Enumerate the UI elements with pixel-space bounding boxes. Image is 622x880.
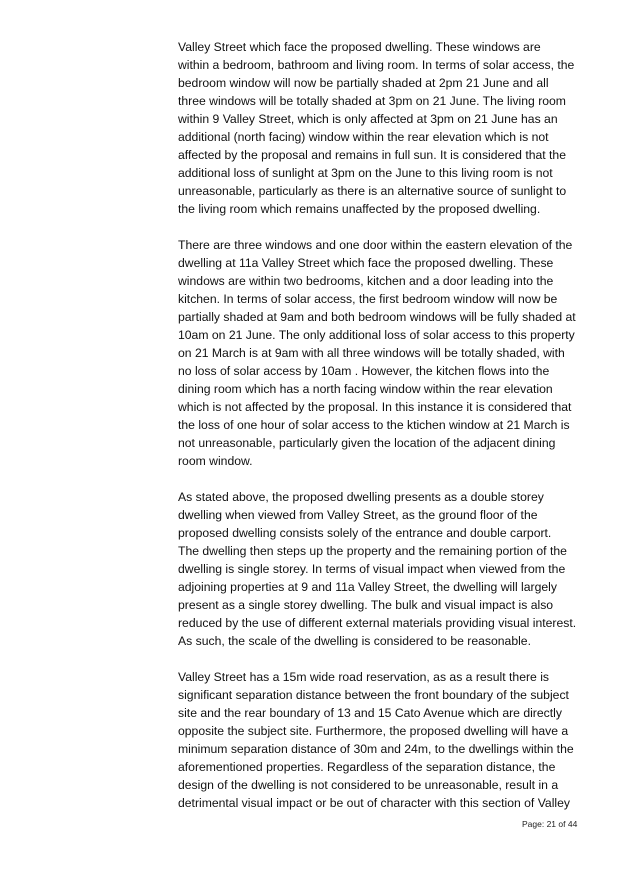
text-line: the loss of one hour of solar access to the ktichen window at 21 March is xyxy=(178,418,570,432)
paragraph-1 xyxy=(178,38,576,218)
text-line: opposite the subject site. Furthermore, the proposed dwelling will have a xyxy=(178,724,569,738)
text-line: significant separation distance between the front boundary of the subject xyxy=(178,688,569,702)
paragraph-3 xyxy=(178,488,576,650)
text-line: Valley Street which face the proposed dwelling. These windows are xyxy=(178,40,541,54)
text-line: additional loss of sunlight at 3pm on the June to this living room is not xyxy=(178,166,553,180)
text-line: not unreasonable, particularly given the location of the adjacent dining xyxy=(178,436,556,450)
text-line: within a bedroom, bathroom and living room. In terms of solar access, the xyxy=(178,58,575,72)
text-line: windows are within two bedrooms, kitchen and a door leading into the xyxy=(178,274,554,288)
text-line: dwelling at 11a Valley Street which face the proposed dwelling. These xyxy=(178,256,554,270)
document-body xyxy=(178,38,576,830)
paragraph-2 xyxy=(178,236,576,470)
text-line: no loss of solar access by 10am . However, the kitchen flows into the xyxy=(178,364,550,378)
text-line: which is not affected by the proposal. In this instance it is considered that xyxy=(178,400,572,414)
text-line: unreasonable, particularly as there is an alternative source of sunlight to xyxy=(178,184,567,198)
text-line: As stated above, the proposed dwelling presents as a double storey xyxy=(178,490,544,504)
text-line: site and the rear boundary of 13 and 15 Cato Avenue which are directly xyxy=(178,706,562,720)
text-line: bedroom window will now be partially shaded at 2pm 21 June and all xyxy=(178,76,549,90)
text-line: on 21 March is at 9am with all three windows will be totally shaded, with xyxy=(178,346,565,360)
text-line: dining room which has a north facing window within the rear elevation xyxy=(178,382,553,396)
text-line: within 9 Valley Street, which is only affected at 3pm on 21 June has an xyxy=(178,112,558,126)
text-line: partially shaded at 9am and both bedroom windows will be fully shaded at xyxy=(178,310,576,324)
text-line: detrimental visual impact or be out of character with this section of Valley xyxy=(178,796,570,810)
text-line: dwelling when viewed from Valley Street, as the ground floor of the xyxy=(178,508,538,522)
text-line: Valley Street has a 15m wide road reservation, as as a result there is xyxy=(178,670,549,684)
text-line: 10am on 21 June. The only additional loss of solar access to this property xyxy=(178,328,575,342)
text-line: proposed dwelling consists solely of the entrance and double carport. xyxy=(178,526,552,540)
text-line: room window. xyxy=(178,454,253,468)
text-line: affected by the proposal and remains in full sun. It is considered that the xyxy=(178,148,566,162)
text-line: reduced by the use of different external materials providing visual interest. xyxy=(178,616,577,630)
paragraph-4 xyxy=(178,668,576,812)
text-line: dwelling is single storey. In terms of visual impact when viewed from the xyxy=(178,562,566,576)
text-line: adjoining properties at 9 and 11a Valley Street, the dwelling will largely xyxy=(178,580,557,594)
text-line: There are three windows and one door within the eastern elevation of the xyxy=(178,238,573,252)
text-line: aforementioned properties. Regardless of the separation distance, the xyxy=(178,760,556,774)
text-line: kitchen. In terms of solar access, the first bedroom window will now be xyxy=(178,292,558,306)
text-line: three windows will be totally shaded at 3pm on 21 June. The living room xyxy=(178,94,566,108)
text-line: The dwelling then steps up the property and the remaining portion of the xyxy=(178,544,567,558)
page-number: Page: 21 of 44 xyxy=(522,819,578,829)
text-line: minimum separation distance of 30m and 24m, to the dwellings within the xyxy=(178,742,574,756)
text-line: present as a single storey dwelling. The bulk and visual impact is also xyxy=(178,598,554,612)
text-line: additional (north facing) window within the rear elevation which is not xyxy=(178,130,549,144)
text-line: design of the dwelling is not considered to be unreasonable, result in a xyxy=(178,778,559,792)
text-line: As such, the scale of the dwelling is considered to be reasonable. xyxy=(178,634,531,648)
text-line: the living room which remains unaffected by the proposed dwelling. xyxy=(178,202,541,216)
